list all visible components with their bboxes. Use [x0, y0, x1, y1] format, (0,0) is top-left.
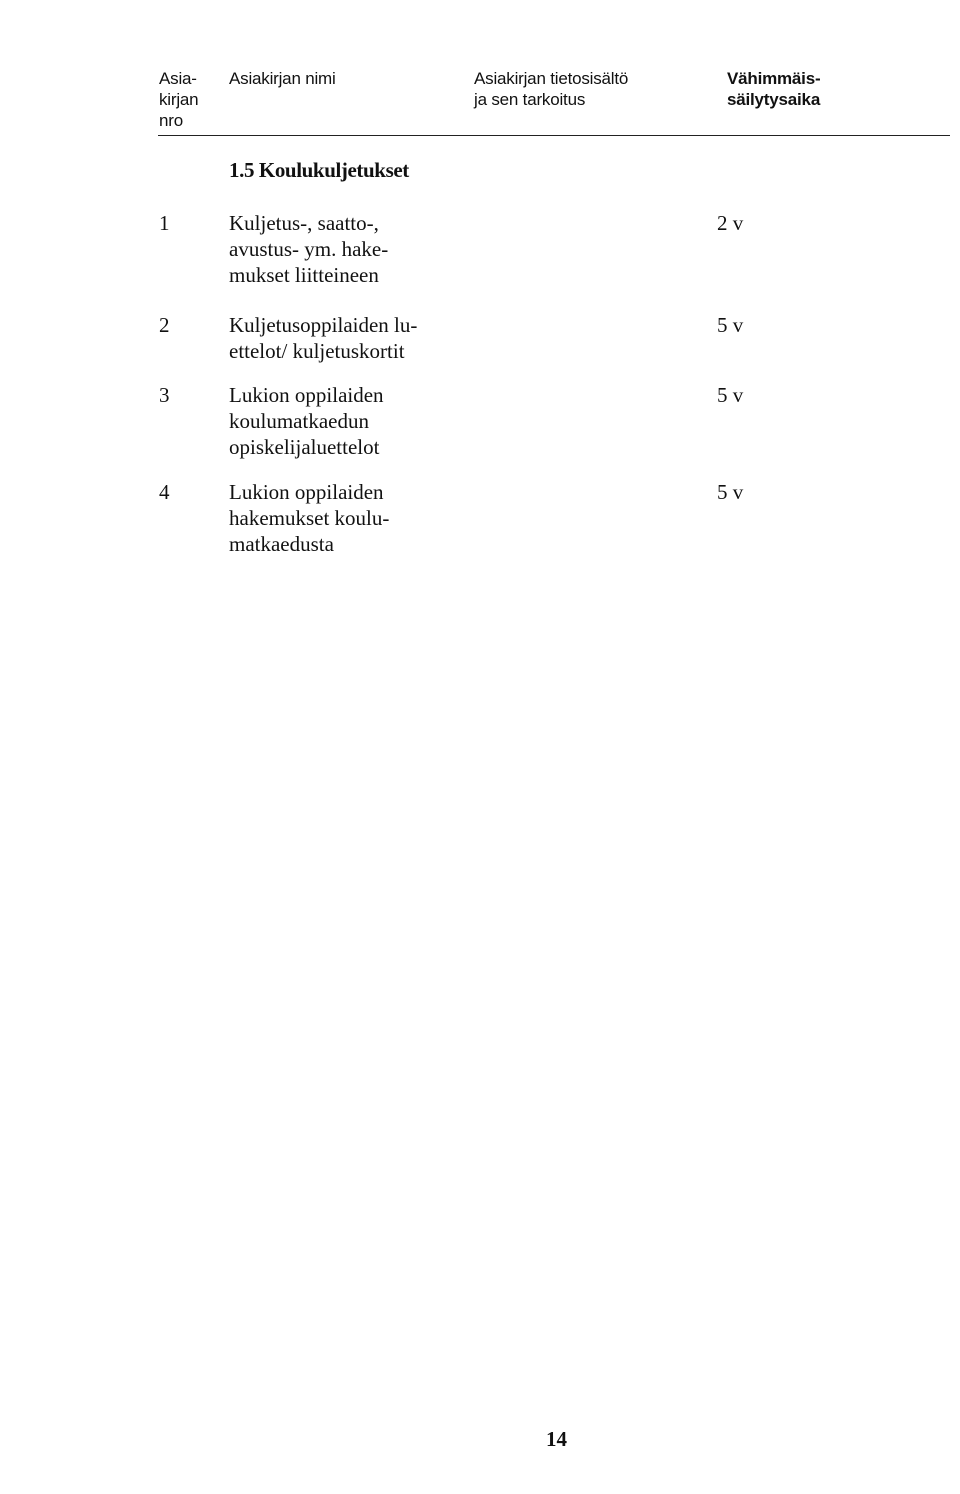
row-name-line: Lukion oppilaiden — [229, 480, 384, 504]
row-retention-period: 5 v — [717, 383, 744, 407]
row-name-line: opiskelijaluettelot — [229, 435, 380, 459]
row-number: 4 — [159, 480, 170, 504]
column-header-retention-period — [727, 68, 820, 110]
header-retention-line-2: säilytysaika — [727, 90, 821, 109]
header-nro-line-3: nro — [159, 111, 183, 130]
row-number: 3 — [159, 383, 170, 407]
row-name-line: matkaedusta — [229, 532, 334, 556]
header-content-line-2: ja sen tarkoitus — [474, 90, 586, 109]
column-header-document-number — [159, 68, 198, 131]
header-name-label: Asiakirjan nimi — [229, 69, 336, 88]
row-retention-period: 5 v — [717, 480, 744, 504]
row-name-line: Kuljetus-, saatto-, — [229, 211, 379, 235]
header-nro-line-1: Asia- — [159, 69, 197, 88]
row-document-name — [229, 312, 417, 364]
row-number: 2 — [159, 313, 170, 337]
header-divider-line — [158, 135, 950, 136]
column-header-document-content — [474, 68, 628, 110]
page-number: 14 — [546, 1427, 567, 1451]
row-name-line: Lukion oppilaiden — [229, 383, 384, 407]
row-document-name — [229, 210, 388, 288]
row-name-line: avustus- ym. hake- — [229, 237, 389, 261]
section-title: 1.5 Koulukuljetukset — [229, 158, 409, 182]
row-name-line: koulumatkaedun — [229, 409, 369, 433]
column-header-document-name — [229, 68, 336, 89]
row-number: 1 — [159, 211, 170, 235]
row-document-name — [229, 382, 384, 460]
row-name-line: hakemukset koulu- — [229, 506, 390, 530]
row-retention-period: 2 v — [717, 211, 744, 235]
header-retention-line-1: Vähimmäis- — [727, 69, 821, 88]
row-retention-period: 5 v — [717, 313, 744, 337]
header-content-line-1: Asiakirjan tietosisältö — [474, 69, 629, 88]
row-name-line: mukset liitteineen — [229, 263, 379, 287]
row-document-name — [229, 479, 389, 557]
row-name-line: ettelot/ kuljetuskortit — [229, 339, 405, 363]
row-name-line: Kuljetusoppilaiden lu- — [229, 313, 418, 337]
header-nro-line-2: kirjan — [159, 90, 199, 109]
